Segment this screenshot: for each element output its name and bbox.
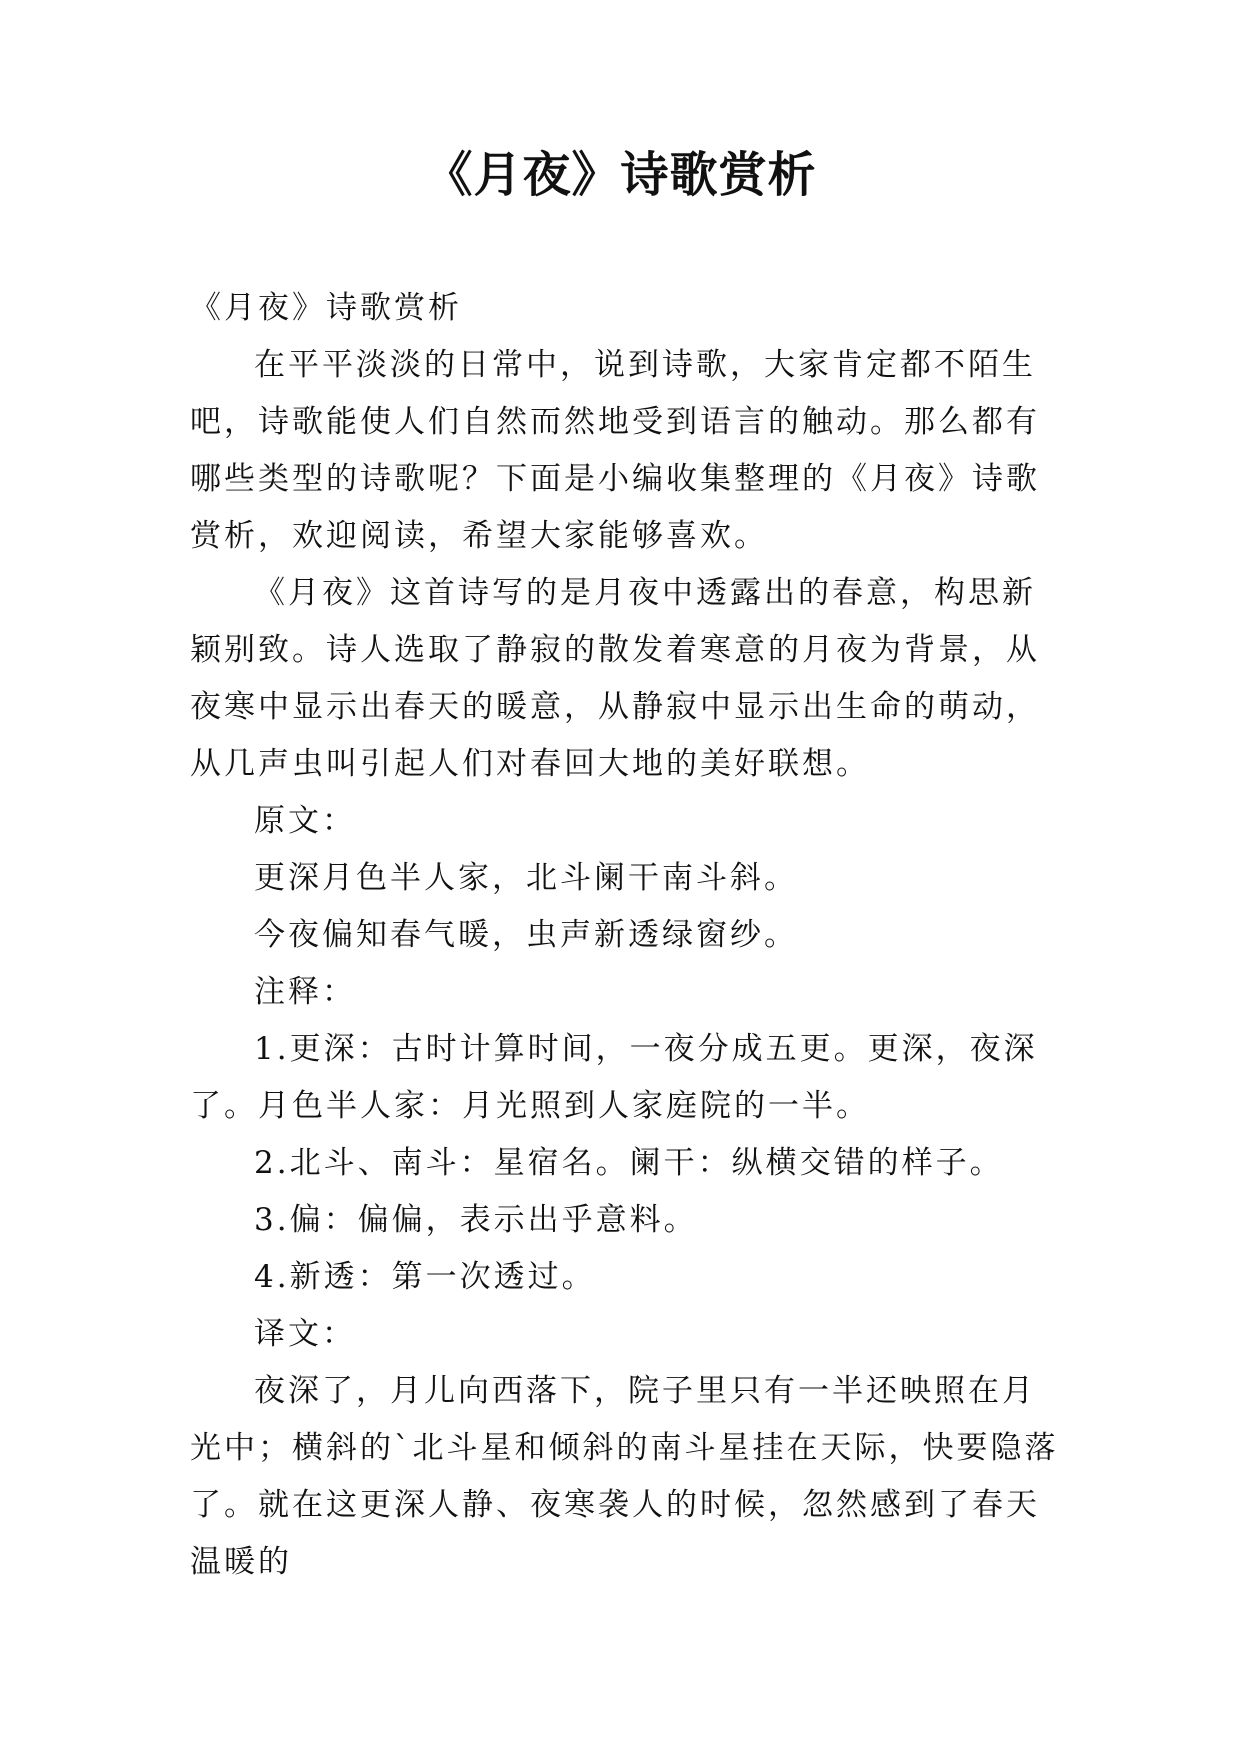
note-4: 4.新透：第一次透过。 [254,1259,596,1295]
paragraph-summary: 《月夜》这首诗写的是月夜中透露出的春意，构思新颖别致。诗人选取了静寂的散发着寒意的月夜为背景，从夜寒中显示出春天的暖意，从静寂中显示出生命的萌动，从几声虫叫引起人们对春回大地的美好联想。 [190,575,1040,782]
heading-original: 原文： [254,803,356,839]
paragraph-translation: 夜深了，月儿向西落下，院子里只有一半还映照在月光中；横斜的`北斗星和倾斜的南斗星挂在天际，快要隐落了。就在这更深人静、夜寒袭人的时候，忽然感到了春天温暖的 [190,1373,1059,1580]
heading-notes: 注释： [254,974,356,1010]
document-body [190,280,1062,1591]
subtitle-line: 《月夜》诗歌赏析 [190,290,462,326]
poem-line-1: 更深月色半人家，北斗阑干南斗斜。 [254,860,798,896]
heading-translation: 译文： [254,1316,356,1352]
document-title: 《月夜》诗歌赏析 [424,147,817,203]
note-3: 3.偏：偏偏，表示出乎意料。 [254,1202,698,1238]
note-2: 2.北斗、南斗：星宿名。阑干：纵横交错的样子。 [254,1145,1004,1181]
note-1: 1.更深：古时计算时间，一夜分成五更。更深，夜深了。月色半人家：月光照到人家庭院的一半。 [190,1031,1038,1124]
paragraph-intro: 在平平淡淡的日常中，说到诗歌，大家肯定都不陌生吧，诗歌能使人们自然而然地受到语言的触动。那么都有哪些类型的诗歌呢？下面是小编收集整理的《月夜》诗歌赏析，欢迎阅读，希望大家能够喜欢。 [190,347,1040,554]
poem-line-2: 今夜偏知春气暖，虫声新透绿窗纱。 [254,917,798,953]
